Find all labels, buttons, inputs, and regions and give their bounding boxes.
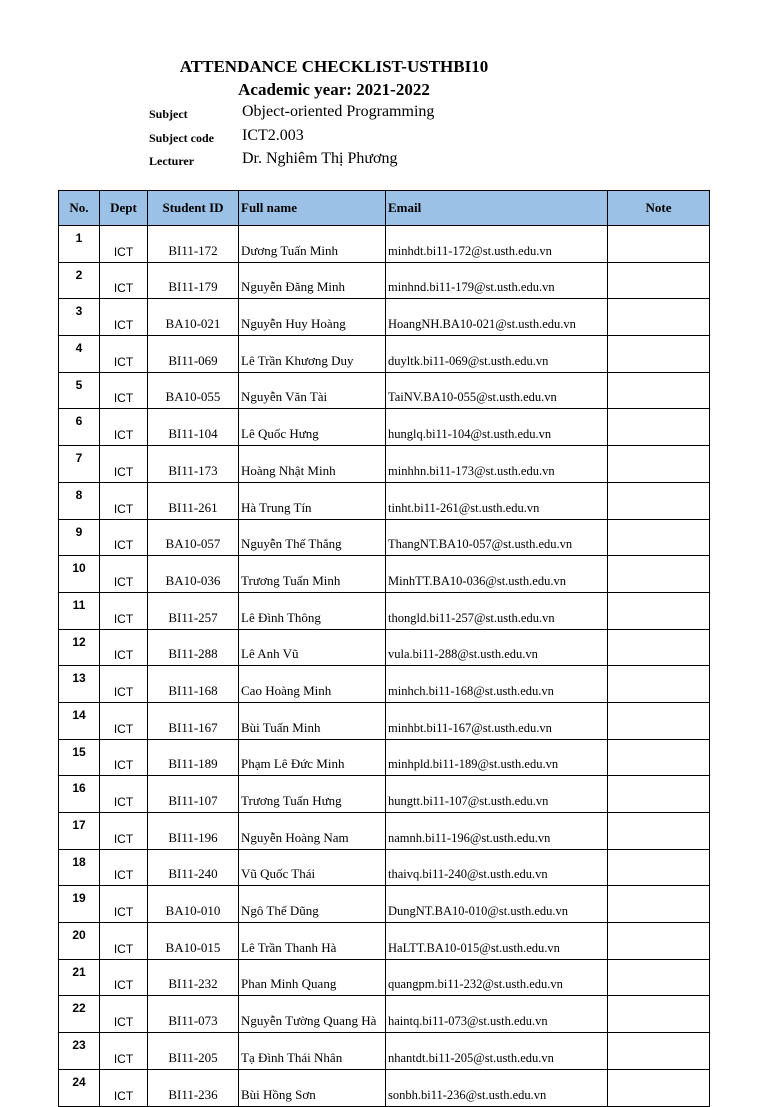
row-number: 6 (59, 409, 100, 446)
full-name-cell: Nguyễn Huy Hoàng (239, 299, 386, 336)
full-name-cell: Hoàng Nhật Minh (239, 446, 386, 483)
row-number: 16 (59, 776, 100, 813)
email-cell: quangpm.bi11-232@st.usth.edu.vn (386, 959, 608, 996)
email-cell: nhantdt.bi11-205@st.usth.edu.vn (386, 1033, 608, 1070)
note-cell[interactable] (608, 336, 710, 373)
email-cell: MinhTT.BA10-036@st.usth.edu.vn (386, 556, 608, 593)
row-number: 1 (59, 226, 100, 263)
full-name-cell: Trương Tuấn Hưng (239, 776, 386, 813)
table-row (59, 519, 710, 556)
table-row (59, 409, 710, 446)
full-name-cell: Nguyễn Văn Tài (239, 372, 386, 409)
email-cell: namnh.bi11-196@st.usth.edu.vn (386, 813, 608, 850)
dept-cell: ICT (100, 702, 148, 739)
dept-cell: ICT (100, 556, 148, 593)
dept-cell: ICT (100, 226, 148, 263)
note-cell[interactable] (608, 923, 710, 960)
email-cell: thaivq.bi11-240@st.usth.edu.vn (386, 849, 608, 886)
row-number: 15 (59, 739, 100, 776)
student-id-cell: BA10-010 (148, 886, 239, 923)
email-cell: ThangNT.BA10-057@st.usth.edu.vn (386, 519, 608, 556)
student-id-cell: BI11-107 (148, 776, 239, 813)
table-row (59, 336, 710, 373)
table-row (59, 629, 710, 666)
dept-cell: ICT (100, 1069, 148, 1106)
student-id-cell: BA10-015 (148, 923, 239, 960)
table-row (59, 739, 710, 776)
table-row (59, 702, 710, 739)
student-id-cell: BI11-168 (148, 666, 239, 703)
full-name-cell: Tạ Đình Thái Nhân (239, 1033, 386, 1070)
full-name-cell: Lê Anh Vũ (239, 629, 386, 666)
table-row (59, 959, 710, 996)
note-cell[interactable] (608, 519, 710, 556)
student-id-cell: BI11-288 (148, 629, 239, 666)
note-cell[interactable] (608, 1069, 710, 1106)
dept-cell: ICT (100, 262, 148, 299)
email-cell: DungNT.BA10-010@st.usth.edu.vn (386, 886, 608, 923)
note-cell[interactable] (608, 849, 710, 886)
table-row (59, 556, 710, 593)
table-row (59, 666, 710, 703)
column-header-no: No. (59, 191, 100, 226)
full-name-cell: Lê Trần Thanh Hà (239, 923, 386, 960)
column-header-email: Email (386, 191, 608, 226)
dept-cell: ICT (100, 299, 148, 336)
table-header-row (59, 191, 710, 226)
table-row (59, 886, 710, 923)
note-cell[interactable] (608, 702, 710, 739)
student-id-cell: BA10-021 (148, 299, 239, 336)
subject-code-label: Subject code (149, 131, 214, 145)
table-row (59, 482, 710, 519)
table-row (59, 226, 710, 263)
table-row (59, 849, 710, 886)
student-id-cell: BI11-069 (148, 336, 239, 373)
student-id-cell: BI11-236 (148, 1069, 239, 1106)
note-cell[interactable] (608, 776, 710, 813)
column-header-note: Note (608, 191, 710, 226)
note-cell[interactable] (608, 959, 710, 996)
row-number: 10 (59, 556, 100, 593)
email-cell: tinht.bi11-261@st.usth.edu.vn (386, 482, 608, 519)
row-number: 14 (59, 702, 100, 739)
note-cell[interactable] (608, 813, 710, 850)
row-number: 8 (59, 482, 100, 519)
row-number: 13 (59, 666, 100, 703)
table-row (59, 372, 710, 409)
row-number: 9 (59, 519, 100, 556)
table-row (59, 813, 710, 850)
note-cell[interactable] (608, 262, 710, 299)
row-number: 3 (59, 299, 100, 336)
email-cell: minhbt.bi11-167@st.usth.edu.vn (386, 702, 608, 739)
student-id-cell: BI11-189 (148, 739, 239, 776)
subject-value: Object-oriented Programming (242, 103, 435, 120)
full-name-cell: Bùi Hồng Sơn (239, 1069, 386, 1106)
full-name-cell: Lê Đình Thông (239, 592, 386, 629)
dept-cell: ICT (100, 666, 148, 703)
dept-cell: ICT (100, 372, 148, 409)
row-number: 17 (59, 813, 100, 850)
email-cell: thongld.bi11-257@st.usth.edu.vn (386, 592, 608, 629)
note-cell[interactable] (608, 1033, 710, 1070)
row-number: 12 (59, 629, 100, 666)
row-number: 11 (59, 592, 100, 629)
student-id-cell: BI11-179 (148, 262, 239, 299)
dept-cell: ICT (100, 629, 148, 666)
row-number: 4 (59, 336, 100, 373)
full-name-cell: Trương Tuấn Minh (239, 556, 386, 593)
note-cell[interactable] (608, 886, 710, 923)
document-title: ATTENDANCE CHECKLIST-USTHBI10 (179, 57, 489, 76)
lecturer-label: Lecturer (149, 154, 195, 168)
full-name-cell: Lê Trần Khương Duy (239, 336, 386, 373)
email-cell: minhdt.bi11-172@st.usth.edu.vn (386, 226, 608, 263)
email-cell: minhch.bi11-168@st.usth.edu.vn (386, 666, 608, 703)
row-number: 22 (59, 996, 100, 1033)
full-name-cell: Cao Hoàng Minh (239, 666, 386, 703)
student-id-cell: BA10-055 (148, 372, 239, 409)
note-cell[interactable] (608, 556, 710, 593)
dept-cell: ICT (100, 739, 148, 776)
dept-cell: ICT (100, 849, 148, 886)
academic-year: Academic year: 2021-2022 (238, 80, 430, 99)
full-name-cell: Phan Minh Quang (239, 959, 386, 996)
table-row (59, 592, 710, 629)
row-number: 23 (59, 1033, 100, 1070)
note-cell[interactable] (608, 409, 710, 446)
dept-cell: ICT (100, 996, 148, 1033)
student-id-cell: BI11-196 (148, 813, 239, 850)
table-row (59, 923, 710, 960)
row-number: 19 (59, 886, 100, 923)
student-id-cell: BI11-232 (148, 959, 239, 996)
row-number: 21 (59, 959, 100, 996)
student-id-cell: BI11-257 (148, 592, 239, 629)
student-id-cell: BA10-057 (148, 519, 239, 556)
email-cell: duyltk.bi11-069@st.usth.edu.vn (386, 336, 608, 373)
email-cell: HaLTT.BA10-015@st.usth.edu.vn (386, 923, 608, 960)
dept-cell: ICT (100, 923, 148, 960)
dept-cell: ICT (100, 482, 148, 519)
dept-cell: ICT (100, 813, 148, 850)
full-name-cell: Hà Trung Tín (239, 482, 386, 519)
row-number: 7 (59, 446, 100, 483)
table-row (59, 262, 710, 299)
full-name-cell: Nguyễn Thế Thắng (239, 519, 386, 556)
email-cell: minhnd.bi11-179@st.usth.edu.vn (386, 262, 608, 299)
note-cell[interactable] (608, 592, 710, 629)
row-number: 2 (59, 262, 100, 299)
dept-cell: ICT (100, 592, 148, 629)
dept-cell: ICT (100, 409, 148, 446)
dept-cell: ICT (100, 1033, 148, 1070)
student-id-cell: BA10-036 (148, 556, 239, 593)
email-cell: hungtt.bi11-107@st.usth.edu.vn (386, 776, 608, 813)
row-number: 18 (59, 849, 100, 886)
email-cell: TaiNV.BA10-055@st.usth.edu.vn (386, 372, 608, 409)
student-id-cell: BI11-261 (148, 482, 239, 519)
subject-code-value: ICT2.003 (242, 127, 304, 144)
full-name-cell: Lê Quốc Hưng (239, 409, 386, 446)
dept-cell: ICT (100, 959, 148, 996)
note-cell[interactable] (608, 299, 710, 336)
column-header-dept: Dept (100, 191, 148, 226)
table-row (59, 996, 710, 1033)
student-id-cell: BI11-104 (148, 409, 239, 446)
dept-cell: ICT (100, 886, 148, 923)
note-cell[interactable] (608, 739, 710, 776)
table-row (59, 1033, 710, 1070)
subject-label: Subject (149, 107, 188, 121)
student-id-cell: BI11-173 (148, 446, 239, 483)
note-cell[interactable] (608, 666, 710, 703)
email-cell: vula.bi11-288@st.usth.edu.vn (386, 629, 608, 666)
table-row (59, 446, 710, 483)
row-number: 5 (59, 372, 100, 409)
note-cell[interactable] (608, 482, 710, 519)
row-number: 20 (59, 923, 100, 960)
column-header-student-id: Student ID (148, 191, 239, 226)
note-cell[interactable] (608, 996, 710, 1033)
full-name-cell: Nguyễn Đăng Minh (239, 262, 386, 299)
email-cell: hunglq.bi11-104@st.usth.edu.vn (386, 409, 608, 446)
table-row (59, 776, 710, 813)
email-cell: sonbh.bi11-236@st.usth.edu.vn (386, 1069, 608, 1106)
note-cell[interactable] (608, 226, 710, 263)
email-cell: minhhn.bi11-173@st.usth.edu.vn (386, 446, 608, 483)
table-row (59, 299, 710, 336)
student-id-cell: BI11-205 (148, 1033, 239, 1070)
dept-cell: ICT (100, 776, 148, 813)
note-cell[interactable] (608, 372, 710, 409)
note-cell[interactable] (608, 629, 710, 666)
row-number: 24 (59, 1069, 100, 1106)
dept-cell: ICT (100, 519, 148, 556)
full-name-cell: Dương Tuấn Minh (239, 226, 386, 263)
full-name-cell: Bùi Tuấn Minh (239, 702, 386, 739)
note-cell[interactable] (608, 446, 710, 483)
student-id-cell: BI11-073 (148, 996, 239, 1033)
full-name-cell: Nguyễn Tường Quang Hà (239, 996, 386, 1033)
email-cell: haintq.bi11-073@st.usth.edu.vn (386, 996, 608, 1033)
email-cell: HoangNH.BA10-021@st.usth.edu.vn (386, 299, 608, 336)
full-name-cell: Ngô Thế Dũng (239, 886, 386, 923)
dept-cell: ICT (100, 336, 148, 373)
student-id-cell: BI11-240 (148, 849, 239, 886)
column-header-full-name: Full name (239, 191, 386, 226)
full-name-cell: Vũ Quốc Thái (239, 849, 386, 886)
lecturer-value: Dr. Nghiêm Thị Phương (242, 150, 398, 167)
dept-cell: ICT (100, 446, 148, 483)
student-id-cell: BI11-167 (148, 702, 239, 739)
table-row (59, 1069, 710, 1106)
email-cell: minhpld.bi11-189@st.usth.edu.vn (386, 739, 608, 776)
full-name-cell: Phạm Lê Đức Minh (239, 739, 386, 776)
attendance-table (58, 190, 710, 1107)
student-id-cell: BI11-172 (148, 226, 239, 263)
full-name-cell: Nguyễn Hoàng Nam (239, 813, 386, 850)
